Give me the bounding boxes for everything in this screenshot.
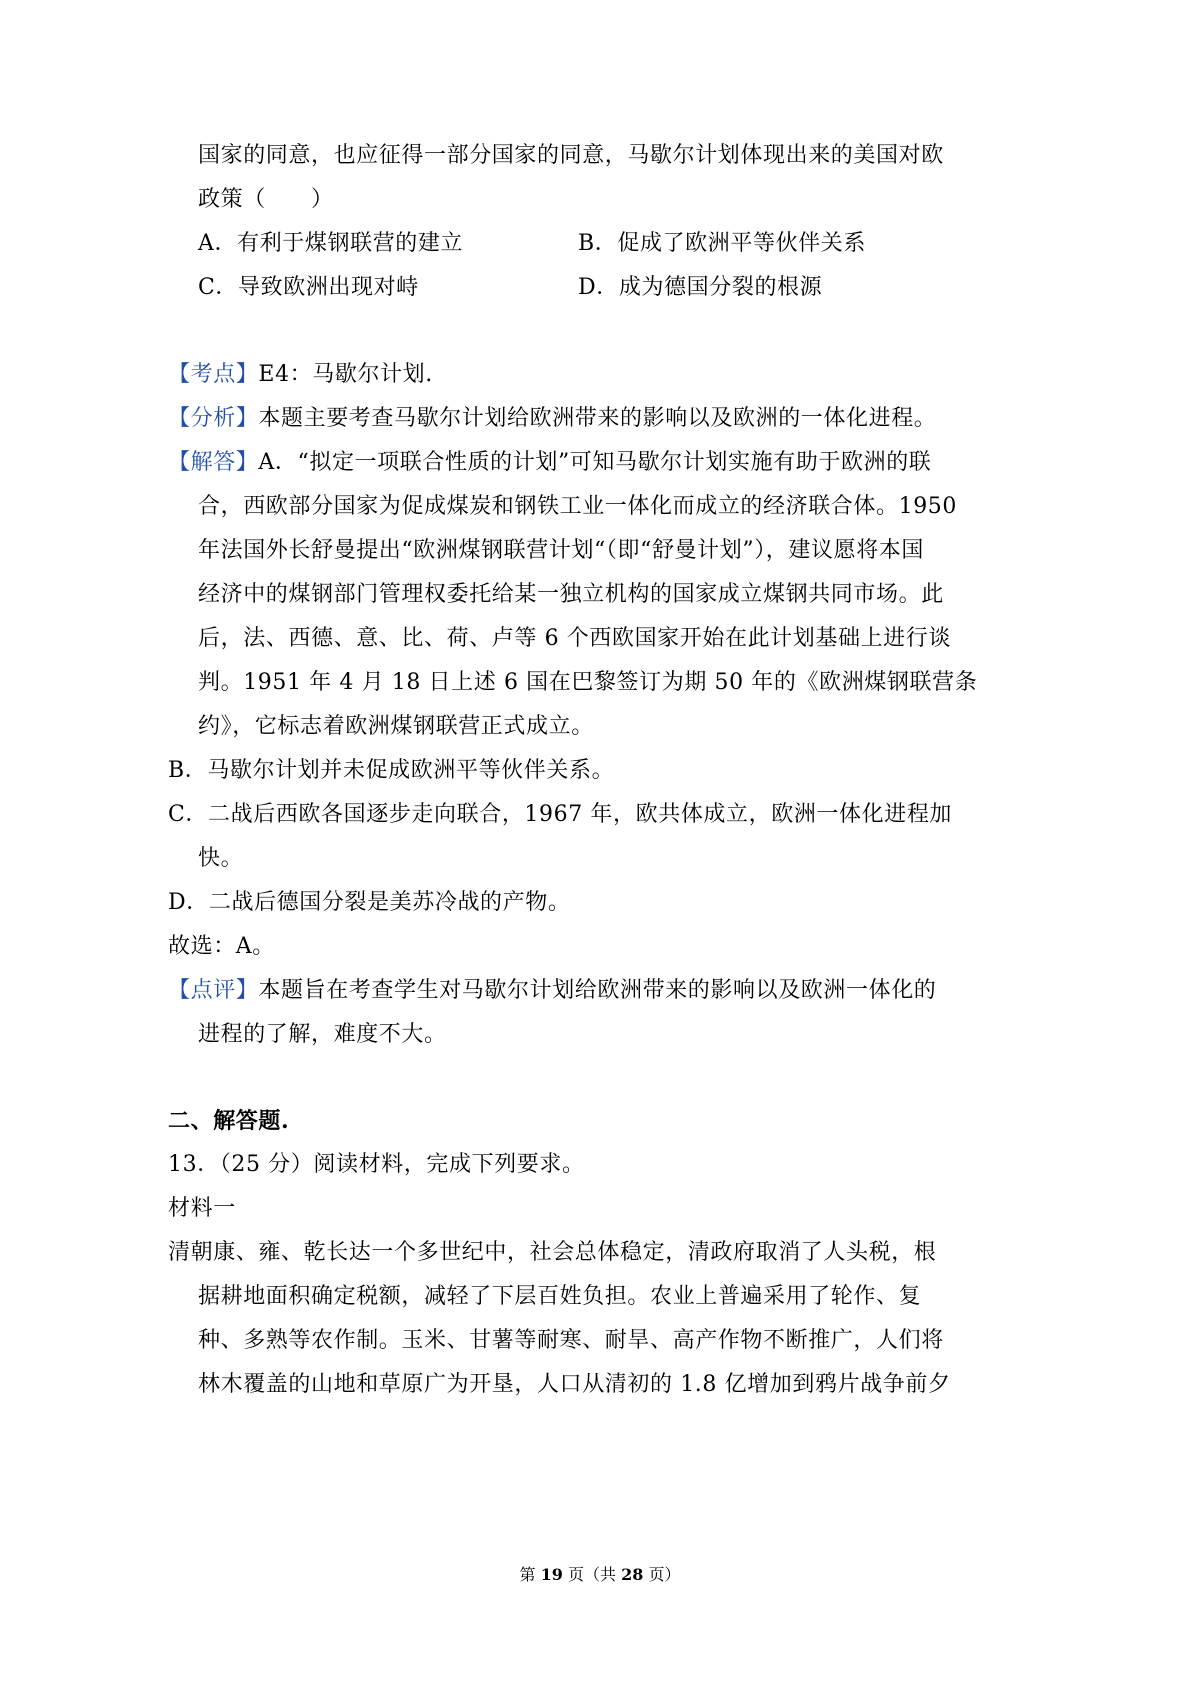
option-b: B．促成了欧洲平等伙伴关系: [578, 231, 866, 256]
footer-prefix: 第: [519, 1565, 536, 1584]
page-footer: [0, 1564, 1200, 1586]
fenxi-text: 本题主要考查马歇尔计划给欧洲带来的影响以及欧洲的一体化进程。: [258, 406, 937, 431]
jieda-line: 判。1951 年 4 月 18 日上述 6 国在巴黎签订为期 50 年的《欧洲煤钢联营条: [198, 670, 978, 695]
fenxi-tag: 【分析】: [168, 406, 259, 431]
footer-mid: 页（共: [567, 1565, 616, 1584]
jieda-line: 约》，它标志着欧洲煤钢联营正式成立。: [198, 714, 594, 739]
answer: 故选：A。: [168, 934, 275, 959]
jieda-line: A．“拟定一项联合性质的计划”可知马歇尔计划实施有助于欧洲的联: [258, 450, 932, 475]
option-c: C．导致欧洲出现对峙: [198, 275, 419, 300]
footer-suffix: 页）: [648, 1565, 681, 1584]
kaodian-row: [168, 360, 433, 390]
analysis-b: B．马歇尔计划并未促成欧洲平等伙伴关系。: [168, 758, 615, 783]
jieda-line: 合，西欧部分国家为促成煤炭和钢铁工业一体化而成立的经济联合体。1950: [198, 494, 957, 519]
analysis-c-2: 快。: [198, 846, 244, 871]
option-d: D．成为德国分裂的根源: [578, 275, 823, 300]
question-line-1: 国家的同意，也应征得一部分国家的同意，马歇尔计划体现出来的美国对欧: [198, 143, 944, 168]
material-line: 林木覆盖的山地和草原广为开垦，人口从清初的 1.8 亿增加到鸦片战争前夕: [198, 1372, 951, 1397]
question-13: 13．（25 分）阅读材料，完成下列要求。: [168, 1152, 585, 1177]
dianping-line-2: 进程的了解，难度不大。: [198, 1022, 447, 1047]
section-heading: 二、解答题.: [168, 1108, 290, 1134]
kaodian-tag: 【考点】: [168, 362, 259, 387]
fenxi-row: [168, 404, 936, 434]
material-line: 清朝康、雍、乾长达一个多世纪中，社会总体稳定，清政府取消了人头税，根: [168, 1240, 937, 1265]
dianping-row: [168, 976, 936, 1006]
dianping-text: 本题旨在考查学生对马歇尔计划给欧洲带来的影响以及欧洲一体化的: [258, 978, 937, 1003]
dianping-tag: 【点评】: [168, 978, 259, 1003]
jieda-line: 后，法、西德、意、比、荷、卢等 6 个西欧国家开始在此计划基础上进行谈: [198, 626, 951, 651]
kaodian-text: E4：马歇尔计划.: [258, 362, 433, 387]
analysis-c-1: C．二战后西欧各国逐步走向联合，1967 年，欧共体成立，欧洲一体化进程加: [168, 802, 953, 827]
question-line-2: 政策（ ）: [198, 187, 334, 212]
jieda-line: 年法国外长舒曼提出“欧洲煤钢联营计划“（即“舒曼计划”），建议愿将本国: [198, 538, 924, 563]
jieda-line: 经济中的煤钢部门管理权委托给某一独立机构的国家成立煤钢共同市场。此: [198, 582, 944, 607]
jieda-tag: 【解答】: [168, 450, 259, 475]
jieda-row: [168, 448, 931, 478]
material-line: 据耕地面积确定税额，减轻了下层百姓负担。农业上普遍采用了轮作、复: [198, 1284, 922, 1309]
page-number: 19: [540, 1565, 563, 1584]
material-line: 种、多熟等农作制。玉米、甘薯等耐寒、耐旱、高产作物不断推广，人们将: [198, 1328, 944, 1353]
option-a: A．有利于煤钢联营的建立: [198, 231, 464, 256]
total-pages: 28: [621, 1565, 644, 1584]
analysis-d: D．二战后德国分裂是美苏冷战的产物。: [168, 890, 571, 915]
material-label: 材料一: [168, 1196, 236, 1221]
